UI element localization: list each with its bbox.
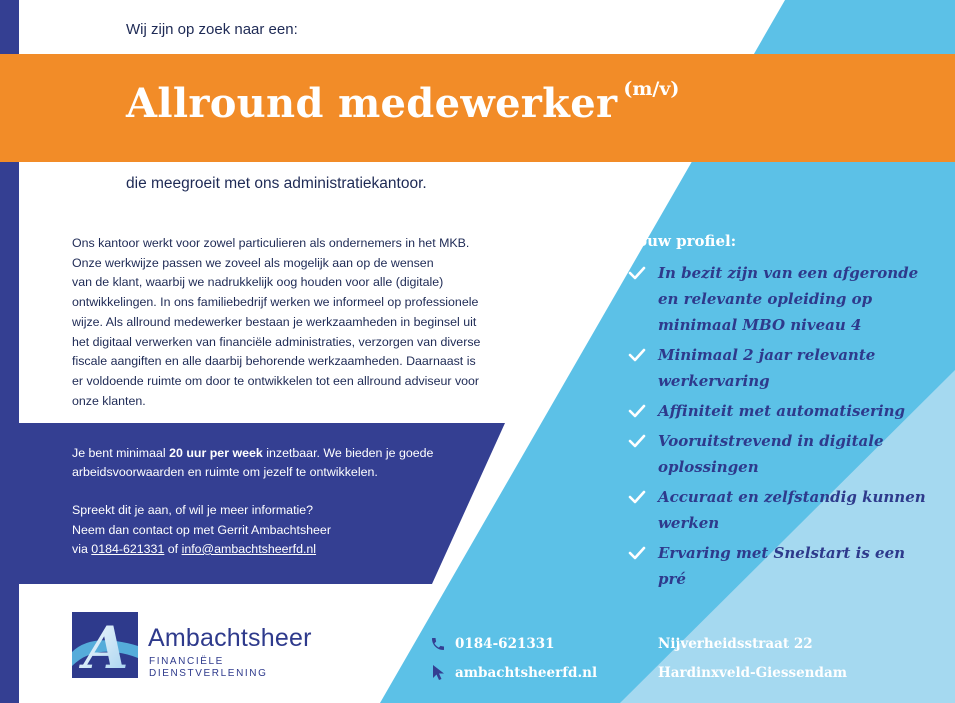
spacer bbox=[72, 482, 512, 501]
question-line: Spreekt dit je aan, of wil je meer informatie? bbox=[72, 503, 314, 518]
email-link[interactable]: info@ambachtsheerfd.nl bbox=[181, 541, 317, 556]
check-icon bbox=[628, 490, 646, 504]
intro-text: Wij zijn op zoek naar een: bbox=[126, 21, 298, 38]
brand-name: Ambachtsheer bbox=[148, 624, 312, 652]
job-title bbox=[126, 80, 679, 127]
job-title-text: Allround medewerker bbox=[126, 80, 618, 127]
hours-highlight: 20 uur per week bbox=[169, 446, 263, 460]
subheading: die meegroeit met ons administratiekantoor. bbox=[126, 175, 427, 192]
profile-list bbox=[628, 260, 938, 596]
description-line: het digitaal verwerken van financiële administraties, verzorgen van diverse bbox=[72, 334, 481, 349]
description-line: van de klant, waarbij we nadrukkelijk oog houden voor alle (digitale) bbox=[72, 275, 444, 290]
description-line: Onze werkwijze passen we zoveel als mogelijk aan op de wensen bbox=[72, 255, 434, 270]
description-line: er voldoende ruimte om door te ontwikkelen tot een allround adviseur voor bbox=[72, 373, 480, 388]
description-line: wijze. Als allround medewerker bestaan je werkzaamheden in beginsel uit bbox=[72, 314, 477, 329]
profile-item bbox=[628, 398, 938, 424]
profile-item bbox=[628, 428, 938, 480]
check-icon bbox=[628, 546, 646, 560]
contact-methods-line bbox=[72, 540, 512, 559]
profile-item bbox=[628, 260, 938, 338]
via-text: via bbox=[72, 541, 92, 556]
brand-tagline-line: FINANCIËLE bbox=[149, 656, 224, 667]
offer-text: Je bent minimaal bbox=[72, 446, 170, 460]
description-line: ontwikkelingen. In ons familiebedrijf werken we informeel op professionele bbox=[72, 295, 479, 310]
check-icon bbox=[628, 266, 646, 280]
phone-icon bbox=[430, 636, 446, 652]
check-icon bbox=[628, 434, 646, 448]
offer-line: arbeidsvoorwaarden en ruimte om jezelf te ontwikkelen. bbox=[72, 465, 378, 480]
check-icon bbox=[628, 404, 646, 418]
check-icon bbox=[628, 348, 646, 362]
offer-and-contact bbox=[72, 444, 512, 559]
profile-item-text: Vooruitstrevend in digitale oplossingen bbox=[658, 432, 884, 476]
description-line: Ons kantoor werkt voor zowel particulieren als ondernemers in het MKB. bbox=[72, 236, 470, 250]
description-line: onze klanten. bbox=[72, 393, 146, 408]
phone-link[interactable]: 0184-621331 bbox=[91, 541, 165, 556]
brand-logo bbox=[72, 612, 138, 678]
profile-item-text: Affiniteit met automatisering bbox=[658, 402, 905, 420]
footer-address-street: Nijverheidsstraat 22 bbox=[658, 636, 813, 652]
footer-address-city: Hardinxveld-Giessendam bbox=[658, 665, 847, 681]
description-line: fiscale aangiften en alle daarbij behorende werkzaamheden. Daarnaast is bbox=[72, 354, 476, 369]
profile-item-text: In bezit zijn van een afgeronde en relevante opleiding op minimaal MBO niveau 4 bbox=[658, 264, 919, 334]
contact-person-line: Neem dan contact op met Gerrit Ambachtsheer bbox=[72, 522, 331, 537]
footer-phone[interactable]: 0184-621331 bbox=[455, 636, 555, 652]
cursor-icon bbox=[432, 664, 446, 681]
profile-title: Jouw profiel: bbox=[630, 232, 737, 250]
company-description bbox=[72, 234, 512, 411]
footer-website[interactable]: ambachtsheerfd.nl bbox=[455, 665, 598, 681]
or-text: of bbox=[164, 541, 182, 556]
profile-item-text: Accuraat en zelfstandig kunnen werken bbox=[658, 488, 926, 532]
offer-text: inzetbaar. We bieden je goede bbox=[262, 446, 434, 460]
profile-item bbox=[628, 342, 938, 394]
brand-tagline-line: DIENSTVERLENING bbox=[149, 668, 268, 679]
job-title-suffix: (m/v) bbox=[623, 78, 680, 100]
offer-line bbox=[72, 444, 512, 463]
profile-item bbox=[628, 484, 938, 536]
profile-item bbox=[628, 540, 938, 592]
logo-letter: A bbox=[83, 614, 129, 678]
brand-tagline bbox=[149, 656, 267, 680]
profile-item-text: Ervaring met Snelstart is een pré bbox=[658, 544, 906, 588]
profile-item-text: Minimaal 2 jaar relevante werkervaring bbox=[658, 346, 876, 390]
